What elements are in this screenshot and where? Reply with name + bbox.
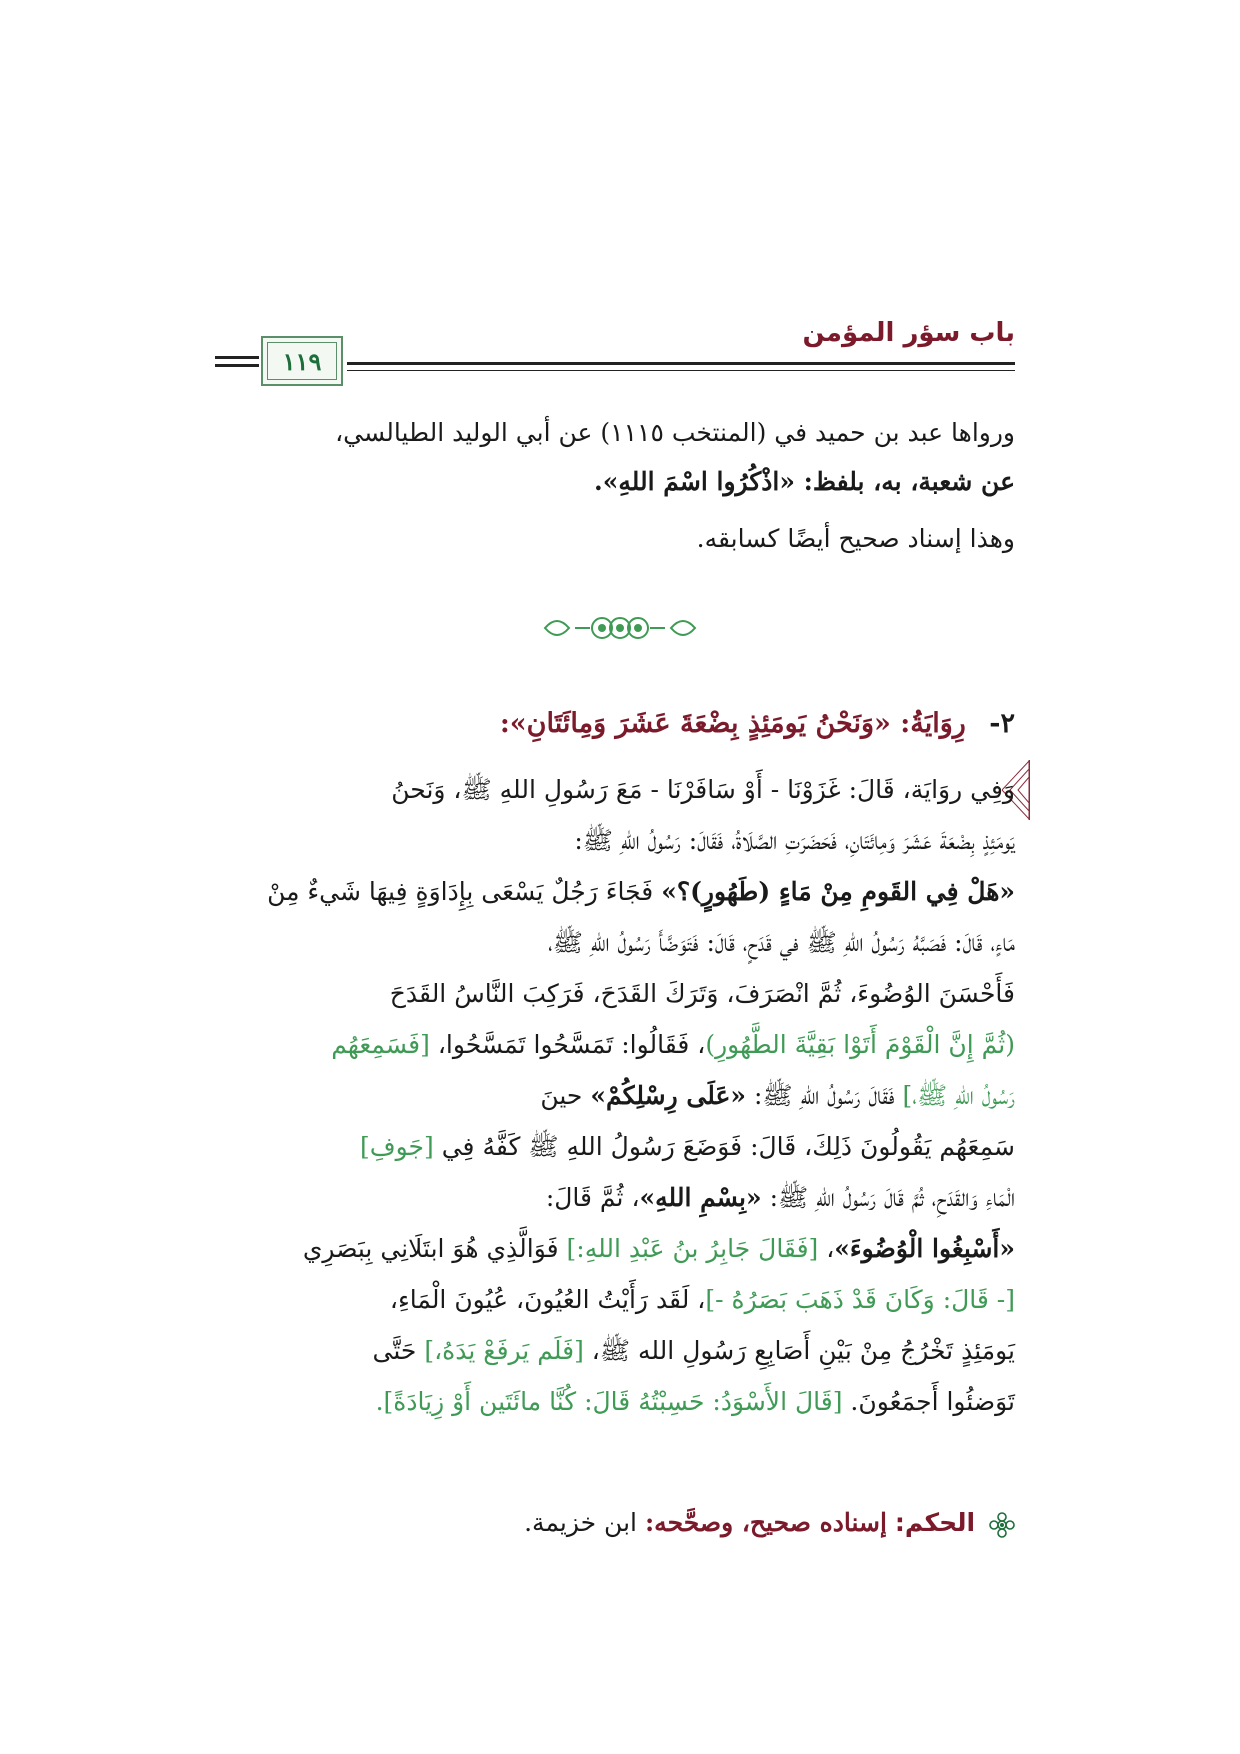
addition-5: [- قَالَ: وَكَانَ قَدْ ذَهَبَ بَصَرُهُ -]	[705, 1285, 1015, 1314]
intro-line-1: ورواها عبد بن حميد في (المنتخب ١١١٥) عن أبي الوليد الطيالسي،	[335, 418, 1015, 447]
narration-line-9-end: ، ثُمَّ قَالَ:	[545, 1183, 640, 1212]
narration-line-7-rest: فَقَالَ رَسُولُ اللهِ ﷺ:	[746, 1081, 903, 1110]
header-rule-left-bottom	[215, 364, 259, 367]
narration-line-7	[215, 1070, 1015, 1121]
ruling-source: ابن خزيمة.	[524, 1508, 637, 1537]
narration-line-9	[215, 1172, 1015, 1223]
hadith-quote-2: «عَلَى رِسْلِكُمْ»	[590, 1081, 747, 1110]
intro-line-3: وهذا إسناد صحيح أيضًا كسابقه.	[696, 524, 1015, 553]
section-number: ٢-	[989, 708, 1015, 739]
hadith-quote-4: «أَسْبِغُوا الْوُضُوءَ»	[834, 1234, 1015, 1263]
addition-6: [فَلَم يَرفَعْ يَدَهُ،]	[424, 1336, 584, 1365]
narration-line-2: يَومَئِذٍ بِضْعَةَ عَشَرَ وَمِائَتَانِ، فَحَضَرَتِ الصَّلَاةُ، فَقَالَ: رَسُولُ اللهِ ﷺ:	[574, 826, 1015, 855]
narration-line-7-end: حينَ	[540, 1081, 591, 1110]
narration-line-10-sep: ،	[818, 1234, 835, 1263]
hadith-quote-1: «هَلْ فِي القَومِ مِنْ مَاءٍ (طَهُورٍ)؟»	[661, 877, 1015, 906]
header-rule-right-top	[347, 362, 1015, 365]
narration-line-12	[215, 1325, 1015, 1376]
addition-2-start: [فَسَمِعَهُم	[331, 1030, 430, 1059]
intro-paragraph	[225, 408, 1015, 563]
hadith-quote-3: «بِسْمِ اللهِ»	[639, 1183, 762, 1212]
narration-line-10-rest: فَوَالَّذِي هُوَ ابتَلَانِي بِبَصَرِي	[302, 1234, 567, 1263]
narration-line-10	[215, 1223, 1015, 1274]
narration-line-6-rest: ، فَقَالُوا: تَمَسَّحُوا تَمَسَّحُوا،	[429, 1030, 706, 1059]
narration-line-13-text: تَوَضئُوا أَجمَعُونَ.	[842, 1387, 1015, 1416]
page-number: ١١٩	[282, 346, 322, 376]
addition-3: [جَوفِ]	[359, 1132, 434, 1161]
narration-line-12-end: حَتَّى	[372, 1336, 425, 1365]
narration-line-13	[215, 1376, 1015, 1427]
ruling-verdict: إسناده صحيح، وصحَّحه:	[644, 1508, 887, 1537]
narration-line-12-text: يَومَئِذٍ تَخْرُجُ مِنْ بَيْنِ أَصَابِعِ رَسُولِ الله ﷺ،	[583, 1336, 1015, 1365]
ruling-line	[225, 1508, 1015, 1538]
section-title: رِوَايَةُ: «وَنَحْنُ يَومَئِذٍ بِضْعَةَ عَشَرَ وَمِائَتَانِ»:	[499, 708, 966, 739]
narration-line-5: فَأَحْسَنَ الوُضُوءَ، ثُمَّ انْصَرَفَ، وَتَرَكَ القَدَحَ، فَرَكِبَ النَّاسُ القَدَحَ	[389, 979, 1015, 1008]
flower-ornament-icon	[989, 1512, 1015, 1538]
narration-line-8-text: سَمِعَهُم يَقُولُونَ ذَلِكَ، قَالَ: فَوَضَعَ رَسُولُ اللهِ ﷺ كَفَّهُ فِي	[433, 1132, 1015, 1161]
header-rule-right-bottom	[347, 370, 1015, 371]
narration-line-3-rest: فَجَاءَ رَجُلٌ يَسْعَى بِإِدَاوَةٍ فِيهَا شَيءٌ مِنْ	[267, 877, 662, 906]
narration-line-1: وَفِي روَايَة، قَالَ: غَزَوْنَا - أَوْ سَافَرْنَا - مَعَ رَسُولِ اللهِ ﷺ، وَنَحنُ	[391, 775, 1015, 804]
page-number-frame	[261, 336, 343, 386]
ornament-divider-icon	[535, 608, 705, 648]
narration-line-4: مَاءٍ، قَالَ: فَصَبَّهُ رَسُولُ اللهِ ﷺ في قَدَحٍ، قَالَ: فَتَوَضَّأَ رَسُولُ اللهِ ﷺ،	[547, 928, 1015, 957]
addition-7: [قَالَ الأَسْوَدُ: حَسِبْتُهُ قَالَ: كُنَّا مائَتَين أَوْ زِيَادَةً].	[375, 1387, 843, 1416]
addition-4: [فَقَالَ جَابِرُ بنُ عَبْدِ اللهِ:]	[566, 1234, 819, 1263]
page-header	[215, 318, 1015, 392]
narration-line-11-rest: ، لَقَد رَأَيْتُ العُيُونَ، عُيُونَ الْمَاءِ،	[389, 1285, 706, 1314]
header-rule-left-top	[215, 356, 259, 359]
ruling-label: الحكم:	[894, 1508, 976, 1537]
addition-1: (ثُمَّ إِنَّ الْقَوْمَ أَتَوْا بَقِيَّةَ الطَّهُورِ)	[705, 1030, 1015, 1059]
narration-line-8	[215, 1121, 1015, 1172]
narration-line-9-text: الْمَاءِ وَالقَدَحِ، ثُمَّ قَالَ رَسُولُ اللهِ ﷺ:	[761, 1183, 1015, 1212]
narration-line-11	[215, 1274, 1015, 1325]
narration-line-6	[215, 1019, 1015, 1070]
section-heading	[225, 708, 1015, 739]
narration-paragraph	[215, 764, 1015, 1427]
addition-2-end: رَسُولُ اللهِ ﷺ،]	[902, 1081, 1015, 1110]
narration-line-3	[215, 866, 1015, 917]
chapter-title: باب سؤر المؤمن	[802, 318, 1015, 348]
intro-line-2: عن شعبة، به، بلفظ: «اذْكُرُوا اسْمَ اللهِ».	[594, 467, 1015, 496]
